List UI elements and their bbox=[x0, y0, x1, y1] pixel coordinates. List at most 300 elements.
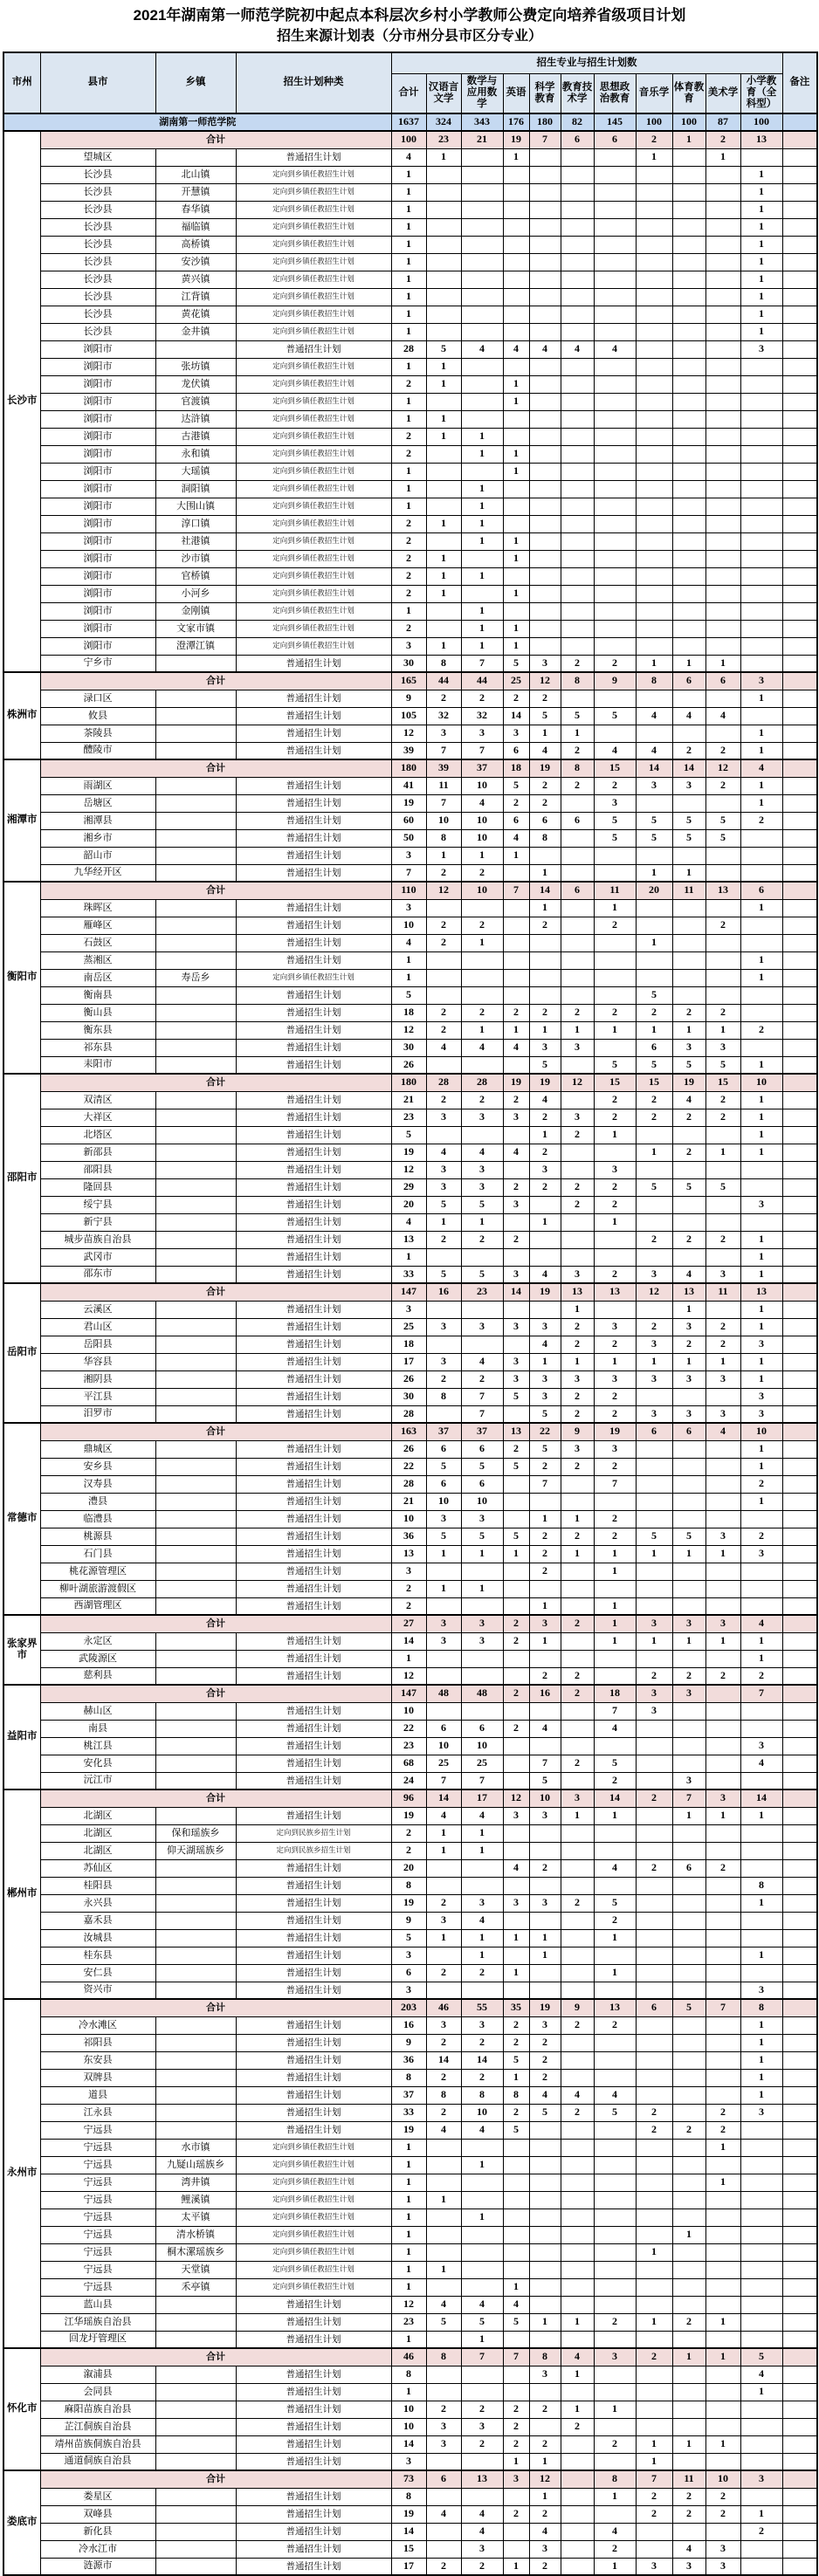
value-cell-8 bbox=[672, 271, 705, 288]
plan-type-cell: 定向到民族乡招生计划 bbox=[236, 1824, 391, 1842]
city-total-value-6: 13 bbox=[594, 1283, 636, 1301]
city-total-row bbox=[3, 759, 817, 777]
table-header bbox=[3, 52, 817, 113]
plan-type-cell: 定向到乡镇任教招生计划 bbox=[236, 567, 391, 585]
value-cell-3 bbox=[503, 1772, 529, 1789]
value-cell-7 bbox=[636, 1440, 672, 1458]
value-cell-0: 1 bbox=[391, 2261, 426, 2278]
value-cell-9: 3 bbox=[705, 2540, 740, 2558]
value-cell-0: 13 bbox=[391, 1231, 426, 1248]
town-cell: 安沙镇 bbox=[155, 253, 236, 271]
remark-cell bbox=[782, 567, 817, 585]
town-cell bbox=[155, 899, 236, 917]
remark-cell bbox=[782, 1842, 817, 1859]
value-cell-7 bbox=[636, 2156, 672, 2174]
value-cell-8 bbox=[672, 1126, 705, 1144]
value-cell-4: 3 bbox=[529, 1318, 561, 1336]
remark-cell bbox=[782, 1510, 817, 1528]
value-cell-9 bbox=[705, 864, 740, 882]
data-row bbox=[3, 498, 817, 515]
value-cell-8 bbox=[672, 2453, 705, 2470]
value-cell-8 bbox=[672, 498, 705, 515]
value-cell-5 bbox=[561, 532, 594, 550]
data-row bbox=[3, 2191, 817, 2208]
value-cell-8: 2 bbox=[672, 2313, 705, 2331]
value-cell-7 bbox=[636, 1493, 672, 1510]
value-cell-3 bbox=[503, 201, 529, 218]
remark-cell bbox=[782, 1405, 817, 1423]
county-cell: 江永县 bbox=[40, 2104, 155, 2121]
town-cell bbox=[155, 1580, 236, 1597]
value-cell-8: 1 bbox=[672, 1545, 705, 1563]
value-cell-8 bbox=[672, 1824, 705, 1842]
county-cell: 浏阳市 bbox=[40, 340, 155, 358]
value-cell-8: 3 bbox=[672, 1039, 705, 1056]
value-cell-1 bbox=[426, 1563, 461, 1580]
value-cell-8 bbox=[672, 637, 705, 655]
value-cell-1: 2 bbox=[426, 2069, 461, 2086]
value-cell-10: 1 bbox=[740, 1126, 782, 1144]
value-cell-9 bbox=[705, 183, 740, 201]
town-cell bbox=[155, 2505, 236, 2523]
value-cell-1 bbox=[426, 2278, 461, 2296]
city-total-remark bbox=[782, 1423, 817, 1440]
value-cell-6 bbox=[594, 218, 636, 236]
value-cell-4 bbox=[529, 986, 561, 1004]
city-total-value-9: 3 bbox=[705, 1615, 740, 1632]
city-cell: 益阳市 bbox=[3, 1685, 40, 1789]
town-cell bbox=[155, 1894, 236, 1912]
value-cell-1: 2 bbox=[426, 934, 461, 951]
city-total-value-4: 7 bbox=[529, 131, 561, 148]
value-cell-0: 60 bbox=[391, 812, 426, 829]
town-cell bbox=[155, 1318, 236, 1336]
town-cell: 古港镇 bbox=[155, 428, 236, 445]
value-cell-8: 1 bbox=[672, 1632, 705, 1650]
value-cell-7 bbox=[636, 2226, 672, 2243]
value-cell-1: 7 bbox=[426, 1772, 461, 1789]
value-cell-0: 1 bbox=[391, 323, 426, 340]
data-row bbox=[3, 393, 817, 410]
value-cell-0: 10 bbox=[391, 1510, 426, 1528]
value-cell-7 bbox=[636, 2069, 672, 2086]
town-cell bbox=[155, 1196, 236, 1213]
remark-cell bbox=[782, 585, 817, 602]
value-cell-5: 2 bbox=[561, 2104, 594, 2121]
value-cell-0: 1 bbox=[391, 253, 426, 271]
value-cell-10: 1 bbox=[740, 1109, 782, 1126]
county-cell: 道县 bbox=[40, 2086, 155, 2104]
plan-type-cell: 定向到乡镇任教招生计划 bbox=[236, 602, 391, 620]
value-cell-10 bbox=[740, 445, 782, 463]
data-row bbox=[3, 2121, 817, 2139]
value-cell-6 bbox=[594, 620, 636, 637]
value-cell-10: 1 bbox=[740, 1440, 782, 1458]
value-cell-4: 3 bbox=[529, 1807, 561, 1824]
plan-type-cell: 普通招生计划 bbox=[236, 1702, 391, 1720]
value-cell-0: 14 bbox=[391, 2435, 426, 2453]
value-cell-2: 2 bbox=[461, 917, 503, 934]
city-total-value-4: 12 bbox=[529, 672, 561, 690]
town-cell bbox=[155, 1144, 236, 1161]
town-cell bbox=[155, 986, 236, 1004]
value-cell-3: 1 bbox=[503, 637, 529, 655]
town-cell bbox=[155, 1440, 236, 1458]
value-cell-0: 1 bbox=[391, 2383, 426, 2401]
value-cell-3: 1 bbox=[503, 1021, 529, 1039]
value-cell-3 bbox=[503, 2261, 529, 2278]
city-total-label: 合计 bbox=[40, 2470, 391, 2488]
city-total-value-4: 12 bbox=[529, 2470, 561, 2488]
value-cell-5 bbox=[561, 463, 594, 480]
value-cell-1 bbox=[426, 951, 461, 969]
county-cell: 岳塘区 bbox=[40, 794, 155, 812]
city-total-label: 合计 bbox=[40, 2348, 391, 2366]
value-cell-5 bbox=[561, 1877, 594, 1894]
value-cell-4 bbox=[529, 1842, 561, 1859]
value-cell-1 bbox=[426, 2156, 461, 2174]
town-cell bbox=[155, 2069, 236, 2086]
plan-type-cell: 普通招生计划 bbox=[236, 1144, 391, 1161]
plan-type-cell: 定向到乡镇任教招生计划 bbox=[236, 585, 391, 602]
value-cell-0: 1 bbox=[391, 218, 426, 236]
value-cell-5 bbox=[561, 602, 594, 620]
value-cell-6: 2 bbox=[594, 1458, 636, 1475]
value-cell-10: 1 bbox=[740, 2016, 782, 2034]
value-cell-7 bbox=[636, 375, 672, 393]
value-cell-6: 1 bbox=[594, 1929, 636, 1947]
value-cell-5 bbox=[561, 428, 594, 445]
town-cell bbox=[155, 1737, 236, 1755]
remark-cell bbox=[782, 1929, 817, 1947]
city-total-value-7: 2 bbox=[636, 2348, 672, 2366]
value-cell-5: 2 bbox=[561, 1126, 594, 1144]
value-cell-5 bbox=[561, 1702, 594, 1720]
value-cell-8: 4 bbox=[672, 2540, 705, 2558]
value-cell-6: 4 bbox=[594, 2086, 636, 2104]
value-cell-4: 3 bbox=[529, 2540, 561, 2558]
value-cell-6: 2 bbox=[594, 2435, 636, 2453]
remark-cell bbox=[782, 707, 817, 725]
value-cell-3: 5 bbox=[503, 2121, 529, 2139]
value-cell-5 bbox=[561, 2453, 594, 2470]
value-cell-4: 2 bbox=[529, 2505, 561, 2523]
city-total-value-6: 15 bbox=[594, 759, 636, 777]
value-cell-4 bbox=[529, 2331, 561, 2348]
town-cell: 开慧镇 bbox=[155, 183, 236, 201]
value-cell-7 bbox=[636, 1737, 672, 1755]
remark-cell bbox=[782, 375, 817, 393]
town-cell: 江背镇 bbox=[155, 288, 236, 306]
plan-type-cell: 定向到乡镇任教招生计划 bbox=[236, 515, 391, 532]
value-cell-1: 3 bbox=[426, 1912, 461, 1929]
city-total-value-3: 18 bbox=[503, 759, 529, 777]
value-cell-10: 1 bbox=[740, 899, 782, 917]
value-cell-2 bbox=[461, 393, 503, 410]
value-cell-2: 3 bbox=[461, 1109, 503, 1126]
plan-type-cell: 定向到乡镇任教招生计划 bbox=[236, 306, 391, 323]
value-cell-9 bbox=[705, 306, 740, 323]
value-cell-0: 22 bbox=[391, 1458, 426, 1475]
town-cell bbox=[155, 1370, 236, 1388]
city-total-value-0: 73 bbox=[391, 2470, 426, 2488]
value-cell-9 bbox=[705, 480, 740, 498]
value-cell-8: 2 bbox=[672, 2505, 705, 2523]
value-cell-9: 1 bbox=[705, 1353, 740, 1370]
value-cell-5: 2 bbox=[561, 2418, 594, 2435]
city-cell: 岳阳市 bbox=[3, 1283, 40, 1423]
value-cell-0: 26 bbox=[391, 1440, 426, 1458]
town-cell bbox=[155, 2523, 236, 2540]
value-cell-8 bbox=[672, 1737, 705, 1755]
value-cell-5: 2 bbox=[561, 655, 594, 672]
city-total-value-4: 14 bbox=[529, 882, 561, 899]
value-cell-6: 1 bbox=[594, 2401, 636, 2418]
value-cell-8 bbox=[672, 620, 705, 637]
value-cell-7 bbox=[636, 567, 672, 585]
value-cell-3 bbox=[503, 306, 529, 323]
value-cell-5 bbox=[561, 253, 594, 271]
value-cell-4 bbox=[529, 166, 561, 183]
city-cell: 娄底市 bbox=[3, 2470, 40, 2575]
value-cell-4: 5 bbox=[529, 707, 561, 725]
data-row bbox=[3, 1091, 817, 1109]
value-cell-6 bbox=[594, 1580, 636, 1597]
city-total-value-3: 2 bbox=[503, 1615, 529, 1632]
value-cell-2: 2 bbox=[461, 2558, 503, 2575]
value-cell-6: 2 bbox=[594, 1109, 636, 1126]
value-cell-0: 15 bbox=[391, 2540, 426, 2558]
value-cell-3 bbox=[503, 1982, 529, 1999]
remark-cell bbox=[782, 1772, 817, 1789]
plan-type-cell: 普通招生计划 bbox=[236, 1528, 391, 1545]
value-cell-8: 2 bbox=[672, 1667, 705, 1685]
value-cell-7 bbox=[636, 498, 672, 515]
remark-cell bbox=[782, 1231, 817, 1248]
value-cell-4: 3 bbox=[529, 1370, 561, 1388]
value-cell-4: 2 bbox=[529, 2034, 561, 2051]
county-cell: 宁远县 bbox=[40, 2156, 155, 2174]
value-cell-7 bbox=[636, 1597, 672, 1615]
value-cell-5 bbox=[561, 2069, 594, 2086]
value-cell-10: 1 bbox=[740, 323, 782, 340]
value-cell-8 bbox=[672, 2069, 705, 2086]
value-cell-2: 2 bbox=[461, 690, 503, 707]
data-row bbox=[3, 2104, 817, 2121]
remark-cell bbox=[782, 532, 817, 550]
value-cell-5 bbox=[561, 148, 594, 166]
value-cell-8 bbox=[672, 410, 705, 428]
value-cell-8 bbox=[672, 2016, 705, 2034]
value-cell-10: 1 bbox=[740, 1091, 782, 1109]
value-cell-2: 2 bbox=[461, 1091, 503, 1109]
town-cell bbox=[155, 1632, 236, 1650]
data-row bbox=[3, 1563, 817, 1580]
value-cell-8 bbox=[672, 2523, 705, 2540]
value-cell-9: 1 bbox=[705, 2435, 740, 2453]
value-cell-3: 4 bbox=[503, 1859, 529, 1877]
value-cell-1 bbox=[426, 201, 461, 218]
value-cell-9 bbox=[705, 1440, 740, 1458]
value-cell-0: 12 bbox=[391, 725, 426, 742]
city-total-row bbox=[3, 882, 817, 899]
remark-cell bbox=[782, 480, 817, 498]
value-cell-7: 3 bbox=[636, 1702, 672, 1720]
city-total-value-3: 2 bbox=[503, 1685, 529, 1702]
value-cell-8: 1 bbox=[672, 2435, 705, 2453]
value-cell-3 bbox=[503, 410, 529, 428]
county-cell: 浏阳市 bbox=[40, 532, 155, 550]
city-total-value-1: 23 bbox=[426, 131, 461, 148]
value-cell-5: 2 bbox=[561, 1405, 594, 1423]
value-cell-0: 18 bbox=[391, 1336, 426, 1353]
city-total-label: 合计 bbox=[40, 1074, 391, 1091]
city-total-value-5: 2 bbox=[561, 1615, 594, 1632]
value-cell-9 bbox=[705, 218, 740, 236]
value-cell-3: 2 bbox=[503, 1004, 529, 1021]
value-cell-5 bbox=[561, 1213, 594, 1231]
value-cell-8 bbox=[672, 2243, 705, 2261]
value-cell-3: 4 bbox=[503, 1144, 529, 1161]
city-total-remark bbox=[782, 2348, 817, 2366]
data-row bbox=[3, 183, 817, 201]
data-row bbox=[3, 1248, 817, 1266]
data-row bbox=[3, 480, 817, 498]
city-total-value-2: 37 bbox=[461, 759, 503, 777]
remark-cell bbox=[782, 271, 817, 288]
plan-type-cell: 普通招生计划 bbox=[236, 148, 391, 166]
town-cell bbox=[155, 2488, 236, 2505]
plan-type-cell: 普通招生计划 bbox=[236, 1388, 391, 1405]
value-cell-1: 5 bbox=[426, 1196, 461, 1213]
value-cell-1: 4 bbox=[426, 2505, 461, 2523]
value-cell-2 bbox=[461, 1248, 503, 1266]
remark-cell bbox=[782, 340, 817, 358]
county-cell: 长沙县 bbox=[40, 236, 155, 253]
city-total-row bbox=[3, 672, 817, 690]
value-cell-9 bbox=[705, 2366, 740, 2383]
value-cell-5 bbox=[561, 2051, 594, 2069]
data-row bbox=[3, 1824, 817, 1842]
county-cell: 武陵源区 bbox=[40, 1650, 155, 1667]
town-cell: 大围山镇 bbox=[155, 498, 236, 515]
plan-type-cell: 定向到乡镇任教招生计划 bbox=[236, 271, 391, 288]
value-cell-4 bbox=[529, 271, 561, 288]
value-cell-8 bbox=[672, 1161, 705, 1178]
value-cell-10 bbox=[740, 2331, 782, 2348]
value-cell-2: 1 bbox=[461, 2208, 503, 2226]
town-cell bbox=[155, 1266, 236, 1283]
plan-type-cell: 普通招生计划 bbox=[236, 1266, 391, 1283]
plan-type-cell: 普通招生计划 bbox=[236, 2313, 391, 2331]
value-cell-2 bbox=[461, 1982, 503, 1999]
value-cell-7: 1 bbox=[636, 2313, 672, 2331]
city-total-value-7: 7 bbox=[636, 2470, 672, 2488]
county-cell: 湘阴县 bbox=[40, 1370, 155, 1388]
value-cell-7 bbox=[636, 2208, 672, 2226]
county-cell: 浏阳市 bbox=[40, 637, 155, 655]
value-cell-3: 5 bbox=[503, 1528, 529, 1545]
value-cell-7 bbox=[636, 358, 672, 375]
data-row bbox=[3, 2523, 817, 2540]
value-cell-4: 2 bbox=[529, 1528, 561, 1545]
value-cell-2 bbox=[461, 2261, 503, 2278]
value-cell-4: 3 bbox=[529, 1161, 561, 1178]
town-cell: 大瑶镇 bbox=[155, 463, 236, 480]
remark-cell bbox=[782, 428, 817, 445]
remark-cell bbox=[782, 445, 817, 463]
city-total-value-9: 10 bbox=[705, 2470, 740, 2488]
value-cell-7 bbox=[636, 428, 672, 445]
value-cell-7 bbox=[636, 1388, 672, 1405]
value-cell-1: 8 bbox=[426, 829, 461, 847]
value-cell-9 bbox=[705, 2156, 740, 2174]
value-cell-10: 8 bbox=[740, 1877, 782, 1894]
value-cell-5 bbox=[561, 1248, 594, 1266]
value-cell-2: 5 bbox=[461, 2313, 503, 2331]
data-row bbox=[3, 1109, 817, 1126]
plan-type-cell: 普通招生计划 bbox=[236, 1510, 391, 1528]
county-cell: 邵东市 bbox=[40, 1266, 155, 1283]
value-cell-7 bbox=[636, 1475, 672, 1493]
value-cell-8 bbox=[672, 1458, 705, 1475]
value-cell-3 bbox=[503, 934, 529, 951]
value-cell-3: 1 bbox=[503, 1929, 529, 1947]
plan-type-cell: 普通招生计划 bbox=[236, 794, 391, 812]
plan-type-cell: 普通招生计划 bbox=[236, 2453, 391, 2470]
city-total-value-0: 147 bbox=[391, 1685, 426, 1702]
value-cell-9: 2 bbox=[705, 1336, 740, 1353]
value-cell-3 bbox=[503, 236, 529, 253]
value-cell-7: 6 bbox=[636, 1039, 672, 1056]
value-cell-1 bbox=[426, 288, 461, 306]
value-cell-6 bbox=[594, 1039, 636, 1056]
city-total-remark bbox=[782, 672, 817, 690]
value-cell-6: 2 bbox=[594, 777, 636, 794]
county-cell: 新化县 bbox=[40, 2523, 155, 2540]
value-cell-5: 2 bbox=[561, 1004, 594, 1021]
value-cell-1 bbox=[426, 2488, 461, 2505]
value-cell-6 bbox=[594, 725, 636, 742]
value-cell-1: 6 bbox=[426, 1720, 461, 1737]
value-cell-6: 1 bbox=[594, 1353, 636, 1370]
value-cell-6 bbox=[594, 1824, 636, 1842]
value-cell-6: 2 bbox=[594, 1772, 636, 1789]
value-cell-9 bbox=[705, 375, 740, 393]
data-row bbox=[3, 1458, 817, 1475]
value-cell-2: 3 bbox=[461, 1632, 503, 1650]
county-cell: 宁远县 bbox=[40, 2208, 155, 2226]
city-total-label: 合计 bbox=[40, 759, 391, 777]
town-cell bbox=[155, 864, 236, 882]
value-cell-7 bbox=[636, 951, 672, 969]
value-cell-8: 3 bbox=[672, 1405, 705, 1423]
value-cell-10 bbox=[740, 2174, 782, 2191]
remark-cell bbox=[782, 1597, 817, 1615]
value-cell-6: 7 bbox=[594, 1702, 636, 1720]
value-cell-9 bbox=[705, 620, 740, 637]
city-total-value-0: 96 bbox=[391, 1789, 426, 1807]
value-cell-1 bbox=[426, 2139, 461, 2156]
value-cell-5 bbox=[561, 1772, 594, 1789]
town-cell: 金井镇 bbox=[155, 323, 236, 340]
town-cell: 沙市镇 bbox=[155, 550, 236, 567]
county-cell: 宁远县 bbox=[40, 2243, 155, 2261]
city-total-value-4: 19 bbox=[529, 1074, 561, 1091]
value-cell-9 bbox=[705, 567, 740, 585]
value-cell-4 bbox=[529, 620, 561, 637]
header-major-2: 数学与应用数学 bbox=[461, 73, 503, 113]
